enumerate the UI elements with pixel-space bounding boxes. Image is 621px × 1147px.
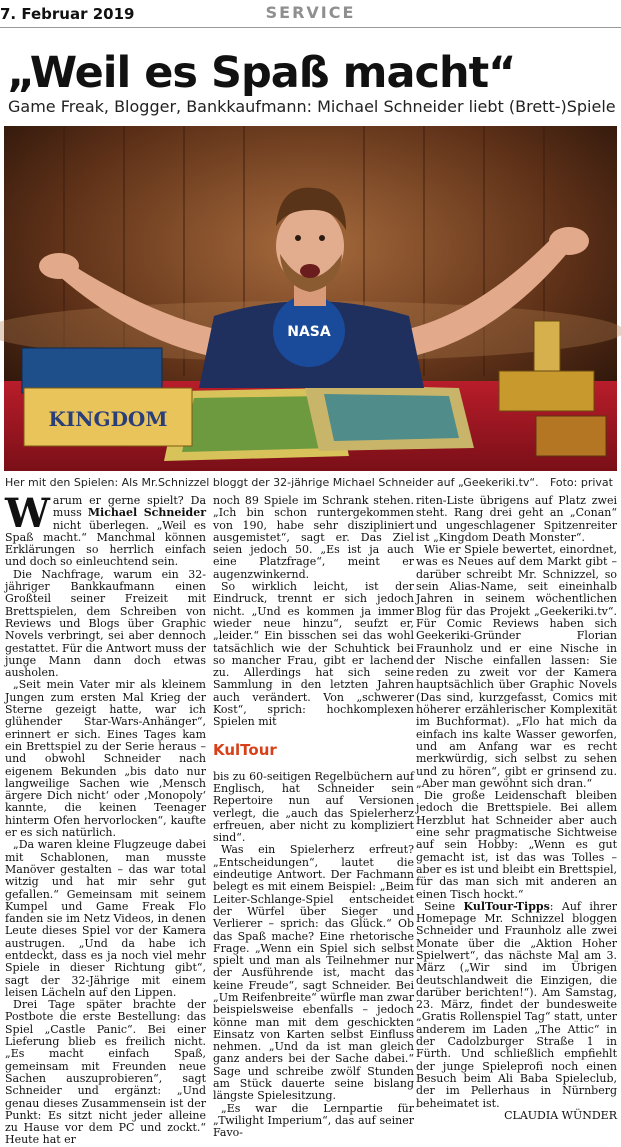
- kultour-tips-label: KulTour-Tipps: [463, 899, 550, 913]
- section-title: SERVICE: [265, 3, 356, 22]
- paragraph: „Da waren kleine Flugzeuge dabei mit Schablonen, man musste Manöver gestalten – das war total witzig und hat mir sehr gut gefallen.“ Gemeinsam mit seinem Kumpel und Game Freak Flo fanden sie im Netz Videos, in denen Leute dieses Spiel vor der Kamera austrugen. „Und da habe ich entdeckt, dass es ja noch viel mehr Spiele in dieser Richtung gibt“, sagt der 32-Jährige mit einem leisen Lächeln auf den Lippen.: [5, 838, 206, 999]
- drop-cap: W: [5, 490, 50, 537]
- issue-date: 7. Februar 2019: [0, 5, 135, 23]
- paragraph: Die große Leidenschaft bleiben jedoch die Brettspiele. Bei allem Herzblut hat Schneider aber auch eine sehr pragmatische Sichtweise auf sein Hobby: „Wenn es gut gemacht ist, ist das was Tolles – aber es ist und bleibt ein Brettspiel, für das man sich mit anderen an einen Tisch hockt.“: [416, 789, 617, 901]
- paragraph: Wie er Spiele bewertet, einordnet, was es Neues auf dem Markt gibt – darüber schreibt Mr. Schnizzel, so sein Alias-Name, seit eineinhalb Jahren in seinem wöchentlichen Blog für das Projekt „Geekeriki.tv“. Für Comic Reviews haben sich Geekeriki-Gründer Florian Fraunholz und er eine Nische in der Nische einfallen lassen: Sie reden zu zweit vor der Kamera hauptsächlich über Graphic Novels (Das sind, kurzgefasst, Comics mit höherer erzählerischer Komplexität im Buchformat). „Flo hat mich da einfach ins kalte Wasser geworfen, und am Anfang war es recht merkwürdig, sich selbst zu sehen und zu hören“, gibt er grinsend zu. „Aber man gewöhnt sich dran.“: [416, 543, 617, 790]
- paragraph: „Es war die Lernpartie für „Twilight Imperium“, das auf seiner Favo-: [213, 1101, 414, 1140]
- person-name: Michael Schneider: [87, 506, 206, 520]
- paragraph-text: arum er gerne spielt? Da muss: [52, 494, 206, 520]
- paragraph: Drei Tage später brachte der Postbote die erste Bestellung: das Spiel „Castle Panic“. Bei einer Lieferung blieb es freilich nicht. „Es macht einfach Spaß, gemeinsam mit Freunden neue Sachen auszuprobieren“, sagt Schneider und ergänzt: „Und genau dieses Zusammensein ist der Punkt: Es sitzt nicht jeder alleine zu Hause vor dem PC und zockt.“ Heute hat er: [5, 998, 206, 1147]
- article-column-3: [416, 495, 617, 1122]
- box-title-text: KINGDOM: [48, 407, 168, 431]
- headline: „Weil es Spaß macht“: [7, 48, 516, 98]
- paragraph: „Seit mein Vater mir als kleinem Jungen zum ersten Mal Krieg der Sterne gezeigt hatte, war ich glühender Star-Wars-Anhänger“, erinnert er sich. Eines Tages kam ein Brettspiel zu der Serie heraus – und obwohl Schneider nach eigenem Bekunden „bis dato nur langweilige Sachen wie ‚Mensch ärgere Dich nicht‘ oder ‚Monopoly‘ kannte, die keinen Teenager hinterm Ofen hervorlocken“, kaufte er es sich natürlich.: [5, 678, 206, 840]
- author-byline: CLAUDIA WÜNDER: [504, 1108, 617, 1122]
- paragraph: Die Nachfrage, warum ein 32-jähriger Bankkaufmann einen Großteil seiner Freizeit mit Brettspielen, dem Schreiben von Reviews und Blogs über Graphic Novels verbringt, sei aber dennoch gestattet. Für die Antwort muss der junge Mann dann doch etwas ausholen.: [5, 567, 206, 680]
- photo-illustration: [4, 126, 617, 471]
- paragraph: bis zu 60-seitigen Regelbüchern auf Englisch, hat Schneider sein Repertoire nun auf Versionen verlegt, die „auch das Spielerherz erfreuen, aber nicht zu kompliziert sind“.: [213, 769, 414, 845]
- paragraph-text: nicht überlegen. „Weil es Spaß macht.“ Manchmal können Erklärungen so herrlich einfach und doch so einleuchtend sein.: [5, 518, 206, 569]
- paragraph: Was ein Spielerherz erfreut? „Entscheidungen“, lautet die eindeutige Antwort. Der Fachmann belegt es mit einem Beispiel: „Beim Leiter-Schlange-Spiel entscheidet der Würfel über Sieger und Verlierer – sprich: das Glück.“ Ob das Spaß mache? Eine rhetorische Frage. „Wenn ein Spiel sich selbst spielt und man als Teilnehmer nur der Ausführende ist, macht das keine Freude“, sagt Schneider. Bei „Um Reifenbreite“ würfle man zwar beispielsweise ebenfalls – jedoch könne man mit dem geschickten Einsatz von Karten selbst Einfluss nehmen. „Und da ist man gleich ganz anders bei der Sache dabei.“ Sage und schreibe zwölf Stunden am Stück dauerte seine bislang längste Spielesitzung.: [213, 843, 414, 1103]
- page-header: [0, 0, 621, 28]
- subheadline: Game Freak, Blogger, Bankkaufmann: Michael Schneider liebt (Brett-)Spiele: [8, 97, 616, 116]
- article-photo: [4, 126, 617, 471]
- paragraph: So wirklich leicht, ist der Eindruck, trennt er sich jedoch nicht. „Und es kommen ja immer wieder neue hinzu“, seufzt er, „leider.“ Ein bisschen sei das wohl tatsächlich wie der Schuhtick bei so mancher Frau, gibt er lachend zu. Allerdings hat sich seine Sammlung in den letzten Jahren auch verändert. Von „schwerer Kost“, sprich: hochkomplexen Spielen mit: [213, 580, 414, 729]
- photo-caption: Her mit den Spielen: Als Mr.Schnizzel bloggt der 32-jährige Michael Schneider auf „Geekeriki.tv“.: [5, 476, 539, 489]
- kultour-label: KulTour: [213, 740, 277, 759]
- paragraph: noch 89 Spiele im Schrank stehen. „Ich bin schon runtergekommen von 190, habe sehr diszipliniert ausgemistet“, sagt er. Das Ziel seien jedoch 50. „Es ist ja auch eine Platzfrage“, meint er augenzwinkernd.: [213, 494, 414, 581]
- paragraph-text: : Auf ihrer Homepage Mr. Schnizzel bloggen Schneider und Fraunholz alle zwei Monate über die „Aktion Hoher Spielwert“, das nächste Mal am 3. März („Wir sind im Übrigen deutschlandweit die Einzigen, die darüber berichten!“). Am Samstag, 23. März, findet der bundesweite „Gratis Rollenspiel Tag“ statt, unter anderem im Laden „The Attic“ in der Cadolzburger Straße 1 in Fürth. Und schließlich empfiehlt der junge Spieleprofi noch einen Besuch beim Ali Baba Spieleclub, der im Pellerhaus in Nürnberg beheimatet ist.: [416, 899, 617, 1110]
- article-column-1: [5, 490, 206, 1147]
- paragraph: riten-Liste übrigens auf Platz zwei steht. Rang drei geht an „Conan“ und ungeschlagener Spitzenreiter ist „Kingdom Death Monster“.: [416, 494, 617, 544]
- shirt-logo-text: NASA: [287, 324, 331, 340]
- paragraph: [5, 490, 206, 569]
- paragraph-text: Seine: [424, 899, 464, 913]
- paragraph: [416, 901, 617, 1110]
- photo-credit: Foto: privat: [549, 476, 613, 489]
- article-column-2: [213, 495, 414, 1140]
